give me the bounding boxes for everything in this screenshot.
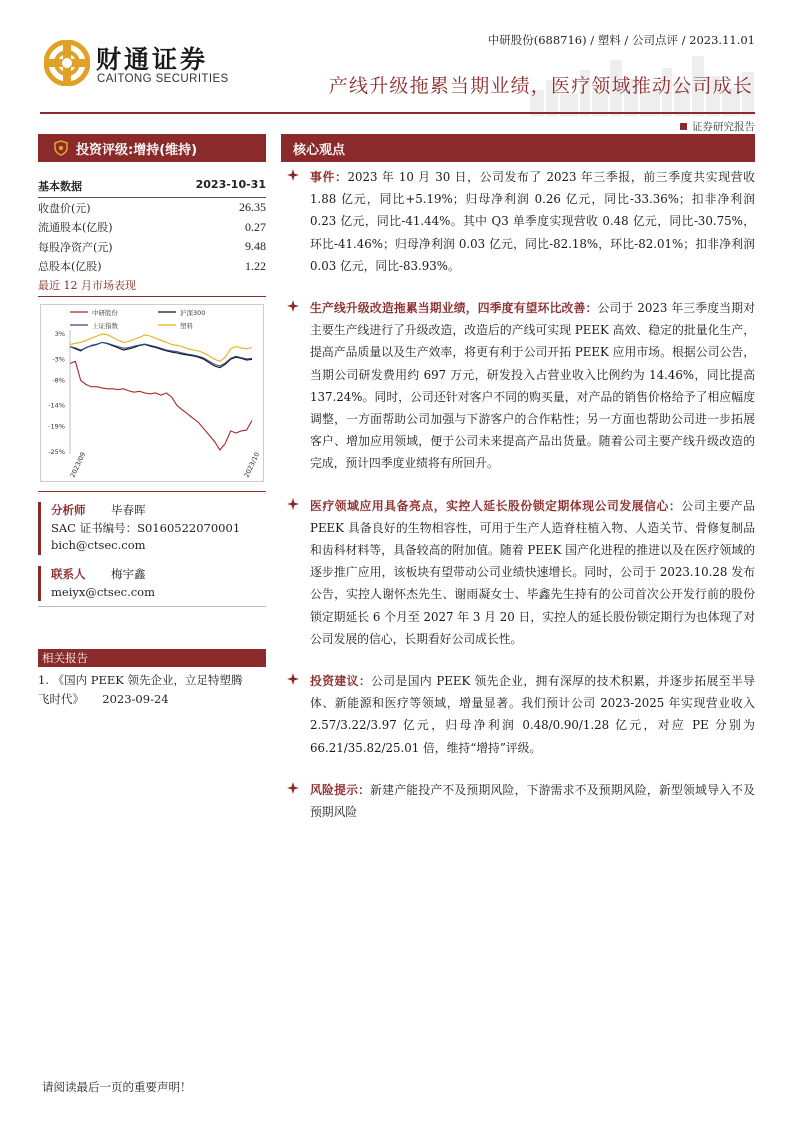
basic-data-title: 基本数据 [38,180,82,193]
basic-data-table [38,178,266,276]
diamond-bullet-icon [287,300,299,312]
performance-chart [40,304,264,482]
item-keyword: 事件： [310,170,348,184]
brand-name-en: CAITONG SECURITIES [97,73,229,85]
list-item [285,670,755,759]
analyst-email[interactable]: bich@ctsec.com [51,538,146,552]
row-label: 流通股本(亿股) [38,221,113,235]
related-report-date: 2023-09-24 [102,692,169,706]
item-keyword: 投资建议： [310,674,372,689]
rating-banner [38,134,266,162]
core-view-banner [281,134,755,162]
item-text: 公司是国内 PEEK 领先企业，拥有深厚的技术积累，并逐步拓展至半导体、新能源和医疗等领域，增量显著。我们预计公司 2023-2025 年实现营业收入 2.57/3.22/3.97 亿元，归母净利润 0.48/0.90/1.28 亿元，对应 PE 分别为 66.21/35.82/25.01 倍，维持“增持”评级。 [310,674,755,755]
table-row [38,218,266,238]
shield-icon [54,140,68,156]
y-tick-label: -14% [48,401,65,410]
series-line [70,342,252,366]
table-row [38,257,266,277]
y-tick-label: 3% [54,330,65,338]
report-type-tag [680,119,755,134]
list-item [285,166,755,277]
contact-block [38,566,266,601]
y-tick-label: -19% [48,422,65,431]
related-reports-title: 相关报告 [42,651,88,665]
contact-divider [38,606,266,607]
row-value: 26.35 [239,200,266,215]
row-label: 每股净资产(元) [38,240,113,254]
core-view-content [285,166,755,823]
performance-title: 最近 12 月市场表现 [38,279,136,292]
brand-name-cn: 财通证券 [96,45,209,74]
table-row [38,237,266,257]
related-reports-banner [38,649,266,667]
item-text: 公司主要产品 PEEK 具备良好的生物相容性，可用于生产人造脊柱植入物、人造关节、骨修复制品和齿科材料等，具备较高的附加值。随着 PEEK 国产化进程的推进以及在医疗领域的逐步推广应用，该板块有望带动公司业绩快速增长。同时，公司于 2023.10.28 发布公告，实控人谢怀杰先生、谢雨凝女士、毕鑫先生持有的公司首次公开发行前的股份锁定期延长 6 个月至 2027 年 3 月 20 日，实控人的延长股份锁定期行为也体现了对公司发展的信心，长期看好公司成长性。 [310,498,755,646]
analyst-sac: SAC 证书编号：S0160522070001 [51,520,241,535]
performance-chart-svg [40,304,264,482]
diamond-bullet-icon [287,782,299,794]
analyst-label: 分析师 [51,503,86,517]
chart-bottom-divider [38,491,266,492]
contact-email[interactable]: meiyx@ctsec.com [51,584,156,599]
company-logo [44,38,244,94]
item-text: 公司于 2023 年三季度当期对主要生产线进行了升级改造，改造后的产线可实现 PEEK 高效、稳定的批量化生产，提高产品质量以及生产效率，将更有利于公司开拓 PEEK 应用市场。根据公司公告，当期公司研发费用约 697 万元，研发投入占营业收入比例约为 14.46%，同比提高 137.24%。同时，公司还针对客户不同的购买量，对产品的销售价格给予了相应幅度调整，一方面帮助公司加强与下游客户的合作粘性；另一方面也帮助公司进一步拓展客户、增加应用领域，便于公司未来提高产品出货量。随着公司主要产线升级改造的完成，预计四季度业绩将有所回升。 [310,301,755,471]
diamond-bullet-icon [287,498,299,510]
list-item [285,495,755,650]
report-title: 产线升级拖累当期业绩，医疗领域推动公司成长 [328,75,753,97]
legend-label: 上证指数 [92,322,118,330]
caitong-logo-icon [44,40,90,86]
report-type-label: 证券研究报告 [692,121,755,133]
contact-label: 联系人 [51,567,86,581]
series-line [70,334,252,361]
list-item [285,779,755,823]
x-tick-label: 2023/09 [68,450,88,479]
series-line [70,361,252,450]
related-report-line1: 1. 《国内 PEEK 领先企业，立足特塑腾 [38,673,243,687]
legend-label: 中研股份 [92,309,118,317]
basic-data-date: 2023-10-31 [195,178,266,191]
diamond-bullet-icon [287,169,299,181]
rating-label: 投资评级:增持(维持) [76,142,198,158]
legend-label: 塑料 [180,322,193,330]
row-label: 总股本(亿股) [38,260,102,274]
item-text: 2023 年 10 月 30 日，公司发布了 2023 年三季报，前三季度共实现营收 1.88 亿元，同比+5.19%；归母净利润 0.26 亿元，同比-33.36%；扣非净利润 0.23 亿元，同比-41.44%。其中 Q3 单季度实现营收 0.48 亿元，同比-30.75%，环比-41.46%；归母净利润 0.03 亿元，同比-82.18%，环比-82.01%；扣非净利润 0.03 亿元，同比-83.93%。 [310,170,755,273]
header-divider [40,112,755,114]
row-label: 收盘价(元) [38,201,91,215]
related-report-item[interactable] [38,671,266,709]
row-value: 0.27 [245,219,266,234]
performance-divider [38,296,266,297]
item-keyword: 生产线升级改造拖累当期业绩，四季度有望环比改善： [310,301,598,316]
square-icon [680,123,687,130]
item-keyword: 医疗领域应用具备亮点，实控人延长股份锁定期体现公司发展信心： [310,498,682,513]
y-tick-label: -8% [52,376,65,385]
item-text: 新建产能投产不及预期风险，下游需求不及预期风险，新型领域导入不及预期风险 [310,782,755,820]
y-tick-label: -25% [48,448,65,456]
row-value: 1.22 [245,258,266,273]
row-value: 9.48 [245,239,266,254]
core-view-title: 核心观点 [293,142,346,158]
y-tick-label: -3% [52,355,65,364]
list-item [285,297,755,475]
item-keyword: 风险提示： [310,782,371,797]
analyst-block [38,502,266,555]
report-meta: 中研股份(688716) / 塑料 / 公司点评 / 2023.11.01 [487,33,755,47]
contact-name: 梅宇鑫 [111,567,146,581]
diamond-bullet-icon [287,673,299,685]
table-row [38,198,266,218]
basic-data-header [38,178,266,198]
x-tick-label: 2023/10 [242,450,262,479]
footer-disclaimer: 请阅读最后一页的重要声明！ [42,1080,192,1094]
related-report-line2: 飞时代》 [38,692,84,706]
legend-label: 沪深300 [180,309,206,317]
analyst-name: 毕春晖 [111,503,146,517]
